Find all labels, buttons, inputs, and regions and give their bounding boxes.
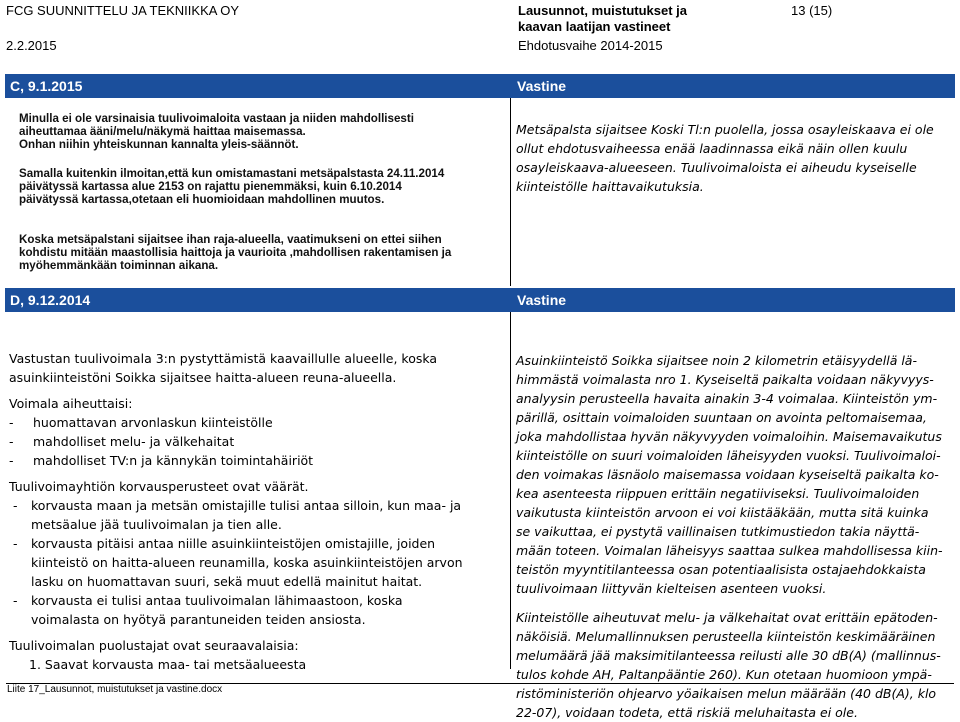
scan-line: päivätyssä kartassa,otetaan eli huomioidaan mahdollinen muutos.: [19, 193, 385, 206]
doc-title-line2: kaavan laatijan vastineet: [518, 19, 671, 34]
compensation-heading: Tuulivoimayhtiön korvausperusteet ovat väärät.: [9, 479, 309, 494]
supporters-item: 1. Saavat korvausta maa- tai metsäalueesta: [29, 657, 307, 672]
vastine-line: teistön myyntitilanteessa osan potentiaalisista ostajaehdokkaista: [516, 562, 926, 577]
header-phase: Ehdotusvaihe 2014-2015: [518, 38, 663, 53]
scan-paragraph-1: [19, 112, 499, 151]
scan-line: Minulla ei ole varsinaisia tuulivoimaloita vastaan ja niiden mahdollisesti: [19, 112, 414, 125]
section-d-label: D, 9.12.2014: [10, 292, 91, 308]
harm-item: [9, 413, 504, 432]
vastine-line: den voimakas läsnäolo maisemassa voidaan kyseiseltä paikalta ko-: [516, 467, 939, 482]
list-dash: -: [9, 434, 14, 449]
vastine-line: himmästä voimalasta nro 1. Kyseiseltä paikalta voidaan näkyvyys-: [516, 372, 934, 387]
vastine-line: pärillä, osittain voimaloiden suuntaan on avointa peltomaisemaa,: [516, 410, 927, 425]
section-c-vastine-label: Vastine: [517, 78, 567, 94]
vastine-line: se vaikuttaa, ei pystytä vaillinaisen tutkimustiedon takia näyttä-: [516, 524, 920, 539]
vastine-line: kiinteistölle haittavaikutuksia.: [516, 179, 704, 194]
scan-paragraph-3: [19, 233, 499, 272]
section-c-vastine-text: [516, 120, 956, 196]
vastine-line: Metsäpalsta sijaitsee Koski Tl:n puolella, jossa osayleiskaava ei ole: [516, 122, 934, 137]
scan-line: aiheuttamaa ääni/melu/näkymä haittaa maisemassa.: [19, 125, 306, 138]
list-dash: -: [13, 536, 18, 551]
objection-line: Vastustan tuulivoimala 3:n pystyttämistä kaavaillulle alueelle, koska: [9, 351, 438, 366]
section-d-header: [5, 288, 955, 312]
vastine-line: ollut ehdotusvaiheessa enää laadinnassa eikä näin ollen kuulu: [516, 141, 908, 156]
doc-title-line1: Lausunnot, muistutukset ja: [518, 3, 688, 18]
vastine-line: osayleiskaava-alueeseen. Tuulivoimaloista ei aiheudu kyseiselle: [516, 160, 917, 175]
header-date: 2.2.2015: [6, 38, 57, 53]
vastine-line: Kiinteistölle aiheutuvat melu- ja välkehaitat ovat erittäin epätoden-: [516, 610, 938, 625]
vastine-line: tuulivoimaan liittyvän kielteisen asenteen vuoksi.: [516, 581, 827, 596]
section-d-vastine-text: [516, 351, 956, 722]
harms-heading: Voimala aiheuttaisi:: [9, 396, 133, 411]
scan-line: kohdistu mitään maastollisia haittoja ja vaurioita ,mahdollisen rakentamisen ja: [19, 246, 452, 259]
vastine-line: mään toteen. Voimalan läheisyys saattaa sulkea mahdollisessa kiin-: [516, 543, 943, 558]
list-dash: -: [9, 453, 14, 468]
compensation-line: metsäalue jää tuulivoimalan ja tien alle.: [31, 517, 282, 532]
compensation-line: korvausta ei tulisi antaa tuulivoimalan lähimaastoon, koska: [31, 593, 403, 608]
list-dash: -: [13, 593, 18, 608]
harm-text: mahdolliset TV:n ja kännykän toimintahäiriöt: [33, 453, 314, 468]
vastine-line: Asuinkiinteistö Soikka sijaitsee noin 2 kilometrin etäisyydellä lä-: [516, 353, 917, 368]
list-dash: -: [13, 498, 18, 513]
vastine-line: joka mahdollistaa hyvän näkyvyyden voimaloihin. Maisemavaikutus: [516, 429, 942, 444]
list-dash: -: [9, 415, 14, 430]
compensation-line: kiinteistö on haitta-alueen reunamilla, koska asuinkiinteistöjen arvon: [31, 555, 463, 570]
harm-item: [9, 432, 504, 451]
objection-line: asuinkiinteistöni Soikka sijaitsee haitta-alueen reuna-alueella.: [9, 370, 397, 385]
vastine-line: analyysin perusteella havaita ainakin 3-4 voimalaa. Kiinteistön ym-: [516, 391, 938, 406]
section-c-divider: [510, 98, 511, 286]
vastine-line: ristöministeriön ohjearvo yöaikaisen melun määrään (40 dB(A), klo: [516, 686, 937, 701]
compensation-line: voimalasta on hyötyä parantuneiden teiden ansiosta.: [31, 612, 366, 627]
vastine-line: kea asenteesta riippuen erittäin negatiiviseksi. Tuulivoimaloiden: [516, 486, 920, 501]
harm-item: [9, 451, 504, 470]
objection-text: [9, 349, 504, 674]
section-d-vastine-label: Vastine: [517, 292, 567, 308]
section-c-header: [5, 74, 955, 98]
vastine-line: näköisiä. Melumallinnuksen perusteella kiinteistön keskimääräinen: [516, 629, 936, 644]
compensation-line: korvausta pitäisi antaa niille asuinkiinteistöjen omistajille, joiden: [31, 536, 436, 551]
scan-line: myöhemmänkään toiminnan aikana.: [19, 259, 219, 272]
section-d-divider: [510, 312, 511, 669]
vastine-line: vaikutusta kiinteistön arvoon ei voi kiistääkään, mutta sitä kuinka: [516, 505, 929, 520]
compensation-item: [9, 591, 504, 629]
footer-filename: Liite 17_Lausunnot, muistutukset ja vastine.docx: [7, 684, 223, 695]
scan-line: Samalla kuitenkin ilmoitan,että kun omistamastani metsäpalstasta 24.11.2014: [19, 167, 445, 180]
harm-text: huomattavan arvonlaskun kiinteistölle: [33, 415, 273, 430]
harm-text: mahdolliset melu- ja välkehaitat: [33, 434, 235, 449]
compensation-line: lasku on huomattavan suuri, sekä muut edellä mainitut haitat.: [31, 574, 423, 589]
vastine-line: kiinteistölle on suuri voimaloiden läheisyyden vuoksi. Tuulivoimaloi-: [516, 448, 941, 463]
scan-line: päivätyssä kartassa alue 2153 on rajattu pienemmäksi, kuin 6.10.2014: [19, 180, 402, 193]
company-name: FCG SUUNNITTELU JA TEKNIIKKA OY: [6, 3, 240, 18]
compensation-item: [9, 534, 504, 591]
scan-line: Koska metsäpalstani sijaitsee ihan raja-alueella, vaatimukseni on ettei siihen: [19, 233, 442, 246]
vastine-line: tulos kohde AH, Paltanpääntie 260). Kun otetaan huomioon ympä-: [516, 667, 932, 682]
supporters-heading: Tuulivoimalan puolustajat ovat seuraavalaisia:: [9, 638, 299, 653]
section-c-label: C, 9.1.2015: [10, 78, 83, 94]
vastine-line: 22-07), voidaan todeta, että riskiä meluhaitasta ei ole.: [516, 705, 858, 720]
scan-paragraph-2: [19, 167, 499, 206]
compensation-item: [9, 496, 504, 534]
vastine-line: melumäärä jää maksimitilanteessa reilusti alle 30 dB(A) (mallinnus-: [516, 648, 941, 663]
compensation-line: korvausta maan ja metsän omistajille tulisi antaa silloin, kun maa- ja: [31, 498, 462, 513]
scan-line: Onhan niihin yhteiskunnan kannalta yleis-säännöt.: [19, 138, 299, 151]
page-number: 13 (15): [791, 3, 833, 18]
